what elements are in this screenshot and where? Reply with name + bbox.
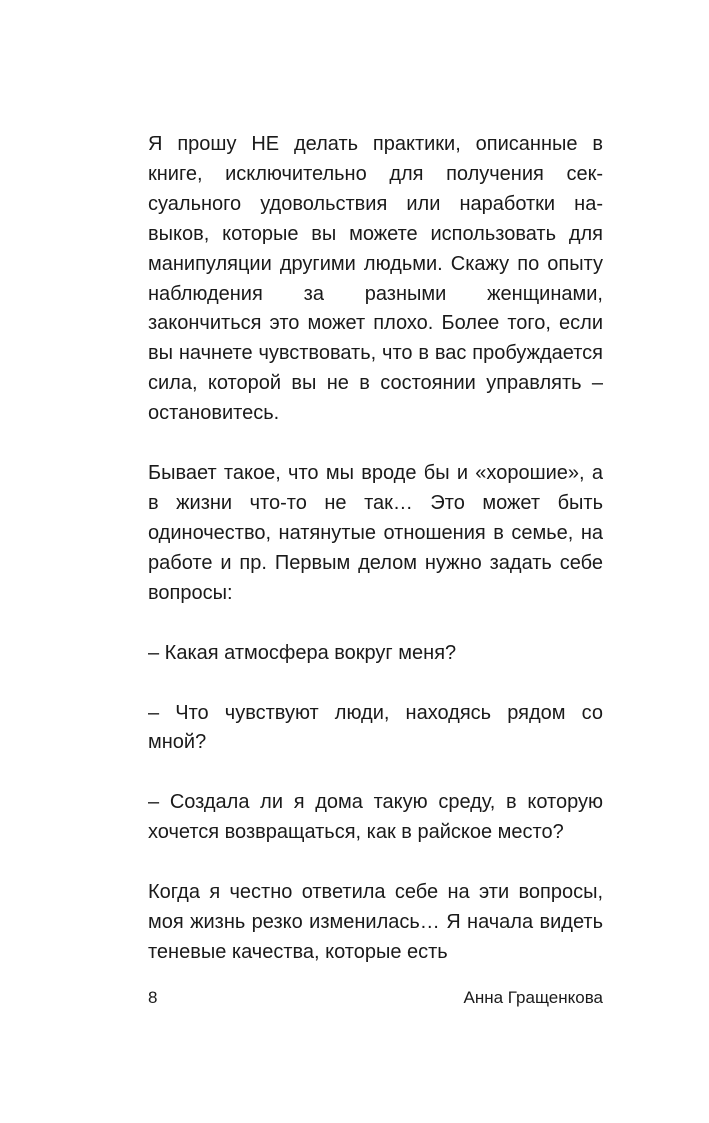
paragraph-gap <box>148 429 603 459</box>
paragraph-gap <box>148 848 603 878</box>
paragraph: Я прошу НЕ делать практики, описанные в книге, исключительно для получения сексуального удовольствия или наработки навыков, которые вы можете использовать для манипуляции другими людьми. Скажу по опыту наблюдения за разными женщинами, закончиться это может плохо. Более того, если вы начнете чувствовать, что в вас пробуждается сила, которой вы не в состоянии управлять – остановитесь. <box>148 133 603 425</box>
page-number: 8 <box>148 988 158 1007</box>
paragraph-gap <box>148 758 603 788</box>
list-item: – Что чувствуют люди, находясь рядом со мной? <box>148 701 603 754</box>
paragraph: Когда я честно ответила себе на эти вопросы, моя жизнь резко изменилась… Я начала видеть теневые качества, которые есть <box>148 881 603 963</box>
list-item: – Какая атмосфера вокруг меня? <box>148 641 457 664</box>
paragraph: Бывает такое, что мы вроде бы и «хорошие», а в жизни что-то не так… Это может быть одиночество, натянутые отношения в семье, на работе и пр. Первым делом нужно задать себе вопросы: <box>148 462 603 604</box>
author-name: Анна Гращенкова <box>463 988 603 1007</box>
page-body <box>148 130 603 1025</box>
paragraph-gap <box>148 609 603 639</box>
list-item: – Создала ли я дома такую среду, в которую хочется возвращаться, как в райское место? <box>148 791 603 844</box>
page-footer <box>148 983 603 1013</box>
paragraph-gap <box>148 669 603 699</box>
